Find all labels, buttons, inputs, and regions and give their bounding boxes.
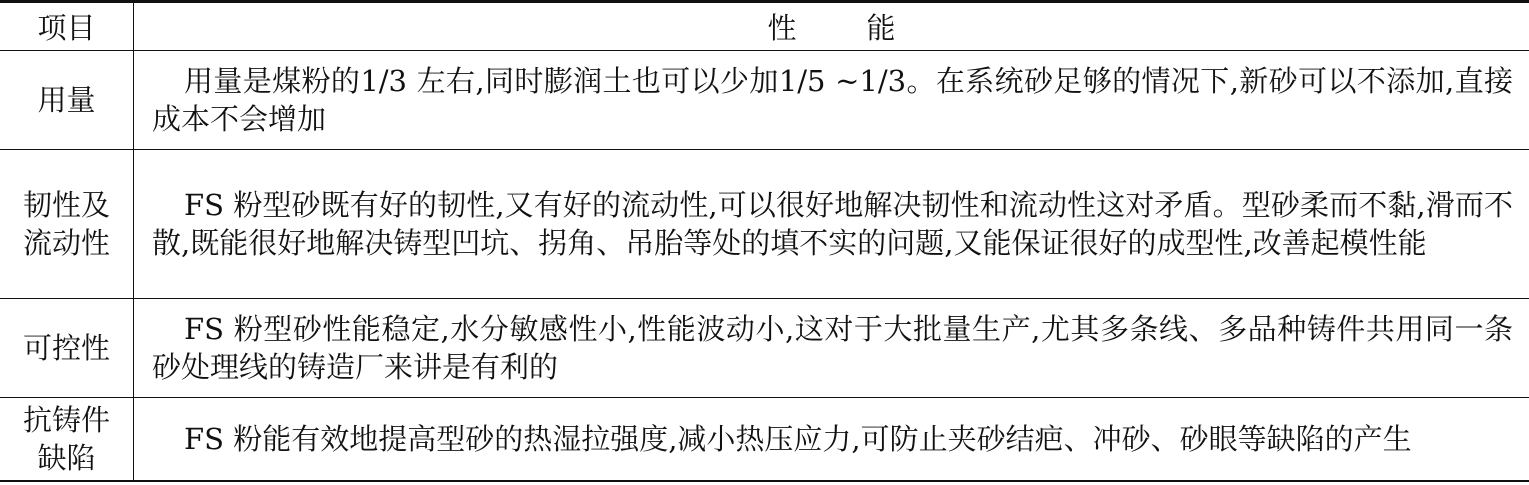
header-row bbox=[0, 2, 1529, 51]
table-row bbox=[0, 150, 1529, 299]
table-header bbox=[0, 2, 1529, 51]
table-body bbox=[0, 51, 1529, 481]
header-performance-label: 性能 bbox=[767, 11, 966, 45]
performance-cell bbox=[134, 398, 1529, 481]
performance-text: FS 粉型砂既有好的韧性,又有好的流动性,可以很好地解决韧性和流动性这对矛盾。型砂柔而不黏,滑而不散,既能很好地解决铸型凹坑、拐角、吊胎等处的填不实的问题,又能保证很好的成型性,改善起模性能 bbox=[152, 188, 1513, 260]
performance-cell bbox=[134, 150, 1529, 299]
performance-text: FS 粉能有效地提高型砂的热湿拉强度,减小热压应力,可防止夹砂结疤、冲砂、砂眼等缺陷的产生 bbox=[184, 421, 1412, 456]
item-label: 韧性及流动性 bbox=[22, 188, 110, 260]
header-item: 项目 bbox=[0, 2, 134, 51]
header-performance bbox=[134, 2, 1529, 51]
table-row bbox=[0, 398, 1529, 481]
item-label: 可控性 bbox=[22, 331, 110, 365]
table-row bbox=[0, 51, 1529, 150]
table-row bbox=[0, 299, 1529, 398]
item-cell bbox=[0, 150, 134, 299]
item-label: 抗铸件缺陷 bbox=[22, 402, 110, 475]
performance-cell bbox=[134, 51, 1529, 150]
item-label: 用量 bbox=[37, 83, 96, 117]
item-cell bbox=[0, 299, 134, 398]
performance-text: 用量是煤粉的1/3 左右,同时膨润土也可以少加1/5 ~1/3。在系统砂足够的情况下,新砂可以不添加,直接成本不会增加 bbox=[152, 64, 1513, 136]
performance-cell bbox=[134, 299, 1529, 398]
item-cell bbox=[0, 51, 134, 150]
item-cell bbox=[0, 398, 134, 481]
performance-text: FS 粉型砂性能稳定,水分敏感性小,性能波动小,这对于大批量生产,尤其多条线、多品种铸件共用同一条砂处理线的铸造厂来讲是有利的 bbox=[152, 312, 1513, 384]
